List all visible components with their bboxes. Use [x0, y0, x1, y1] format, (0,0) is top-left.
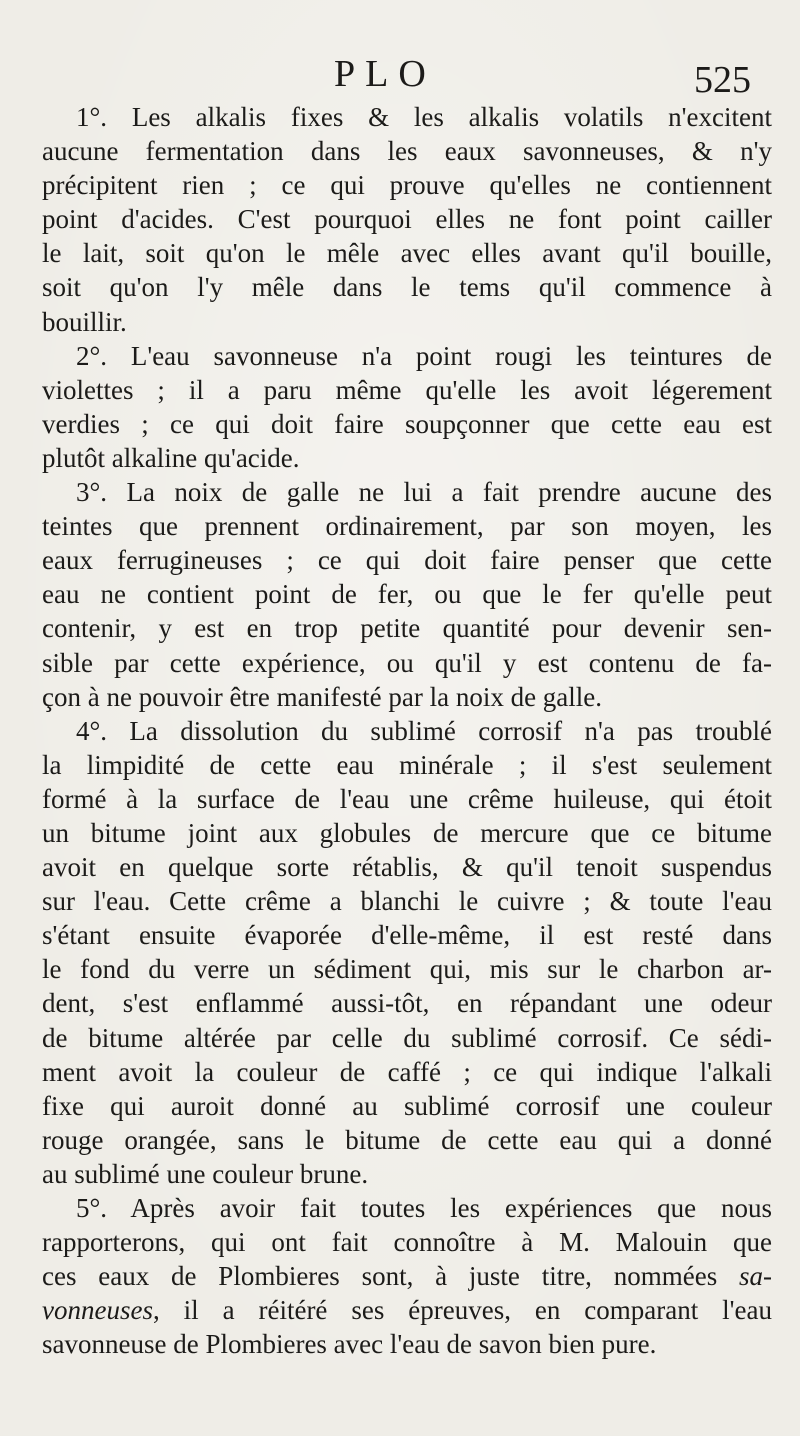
- italic-fragment: vonneuses: [42, 1295, 153, 1326]
- text-line: ment avoit la couleur de caffé ; ce qui indique l'alkali: [42, 1056, 772, 1087]
- text-line: dent, s'est enflammé aussi-tôt, en répandant une odeur: [42, 988, 772, 1019]
- running-head: [0, 52, 800, 102]
- text-line: rapporterons, qui ont fait connoître à M. Malouin que: [42, 1227, 772, 1258]
- text-line: rouge orangée, sans le bitume de cette eau qui a donné: [42, 1124, 772, 1155]
- text-line: 4°. La dissolution du sublimé corrosif n'a pas troublé: [76, 715, 772, 746]
- text-line: 1°. Les alkalis fixes & les alkalis volatils n'excitent: [76, 102, 772, 132]
- text-line: savonneuse de Plombieres avec l'eau de savon bien pure.: [42, 1329, 657, 1360]
- italic-fragment: sa-: [739, 1261, 773, 1292]
- text-line: [42, 1259, 772, 1293]
- text-line: çon à ne pouvoir être manifesté par la noix de galle.: [42, 681, 603, 712]
- running-head-title: PLO: [334, 53, 436, 95]
- text-line: eau ne contient point de fer, ou que le fer qu'elle peut: [42, 579, 772, 610]
- text-line: plutôt alkaline qu'acide.: [42, 442, 300, 473]
- text-line: eaux ferrugineuses ; ce qui doit faire penser que cette: [42, 545, 772, 576]
- text-line: 3°. La noix de galle ne lui a fait prendre aucune des: [76, 477, 772, 508]
- text-line: avoit en quelque sorte rétablis, & qu'il tenoit suspendus: [42, 852, 772, 883]
- text-line: [42, 1293, 772, 1327]
- text-line: de bitume altérée par celle du sublimé corrosif. Ce sédi-: [42, 1022, 772, 1053]
- text-line: le fond du verre un sédiment qui, mis sur le charbon ar-: [42, 954, 772, 985]
- text-line: aucune fermentation dans les eaux savonneuses, & n'y: [42, 136, 772, 167]
- page-number: 525: [694, 59, 751, 101]
- text-line: violettes ; il a paru même qu'elle les avoit légerement: [42, 374, 772, 405]
- text-line: formé à la surface de l'eau une crême huileuse, qui étoit: [42, 783, 772, 814]
- text-line: bouillir.: [42, 306, 127, 337]
- text-fragment: , il a réitéré ses épreuves, en comparant l'eau: [152, 1295, 772, 1326]
- text-line: le lait, soit qu'on le mêle avec elles avant qu'il bouille,: [42, 238, 772, 269]
- text-line: soit qu'on l'y mêle dans le tems qu'il commence à: [42, 272, 772, 303]
- text-line: la limpidité de cette eau minérale ; il s'est seulement: [42, 749, 772, 780]
- text-line: au sublimé une couleur brune.: [42, 1158, 369, 1189]
- text-line: fixe qui auroit donné au sublimé corrosif une couleur: [42, 1090, 772, 1121]
- text-line: 5°. Après avoir fait toutes les expériences que nous: [76, 1193, 772, 1223]
- text-fragment: ces eaux de Plombieres sont, à juste titre, nommées: [42, 1261, 718, 1292]
- text-line: teintes que prennent ordinairement, par son moyen, les: [42, 511, 772, 542]
- text-line: sible par cette expérience, ou qu'il y est contenu de fa-: [42, 647, 772, 678]
- text-line: un bitume joint aux globules de mercure que ce bitume: [42, 817, 772, 848]
- text-line: sur l'eau. Cette crême a blanchi le cuivre ; & toute l'eau: [42, 886, 772, 917]
- text-line: 2°. L'eau savonneuse n'a point rougi les teintures de: [76, 340, 772, 371]
- body-text: [42, 100, 772, 1361]
- text-line: contenir, y est en trop petite quantité pour devenir sen-: [42, 613, 772, 644]
- text-line: verdies ; ce qui doit faire soupçonner que cette eau est: [42, 408, 772, 439]
- text-line: précipitent rien ; ce qui prouve qu'elles ne contiennent: [42, 170, 772, 201]
- text-line: point d'acides. C'est pourquoi elles ne font point cailler: [42, 204, 772, 235]
- text-line: s'étant ensuite évaporée d'elle-même, il est resté dans: [42, 920, 772, 951]
